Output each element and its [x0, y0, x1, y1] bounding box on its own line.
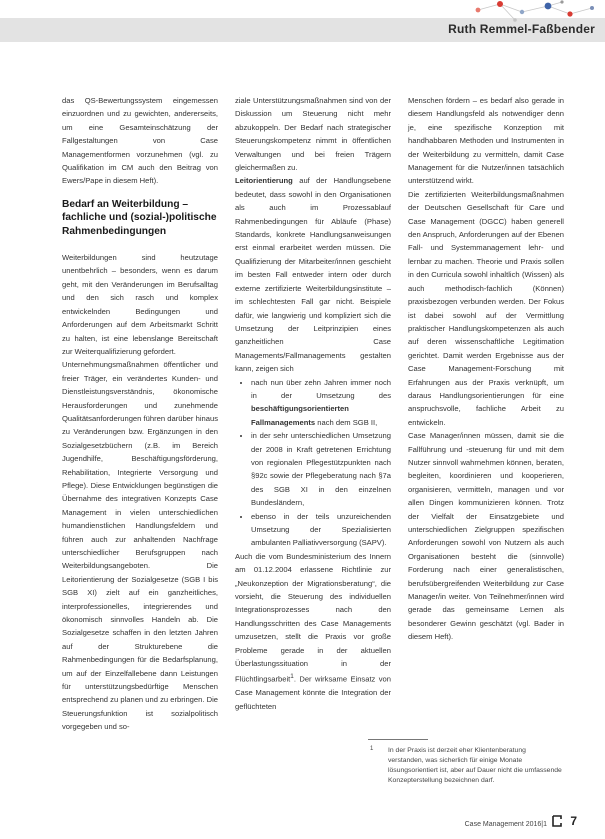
- footnote-reference[interactable]: 1: [290, 673, 294, 681]
- paragraph: Menschen fördern – es bedarf also gerade in diesem Handlungsfeld als notwendiger denn je, eine spezifische Konzeption mit handhabbaren Methoden und Instrumenten in der Weiterbildung zu vermitteln, damit Case Management für die Nutzer/innen tatsächlich unterstützend wirkt.: [408, 96, 564, 186]
- paragraph: das QS-Bewertungssystem eingemessen einzuordnen und zu gewichten, andererseits, um eine Gesamteinschätzung der Fallgestaltungen von Case Managementformen vorzunehmen (vgl. zu Qualifikation im CM auch den Beitrag von Ewers/Pape in diesem Heft).: [62, 96, 218, 186]
- paragraph-text: auf der Handlungsebene bedeutet, dass sowohl in den Organisationen als auch im Prozessablauf Rahmenbedingungen für Abläufe (Phase) Standards, konkrete Handlungsanweisungen erst einmal erarbeitet werden müssen. Die Qualifizierung der Mitarbeiter/innen geschieht im besten Fall entweder intern oder durch externe zertifizierte Weiterbildungsinstitute – im schlechtesten Fall gar nicht. Beispiele dafür, wie langwierig und kompliziert sich die Umsetzung der Leitprinzipien eines ganzheitlichen Case Managements/Fallmanagements gestalten kann, zeigen sich: [235, 176, 391, 374]
- paragraph: Die zertifizierten Weiterbildungsmaßnahmen der Deutschen Gesellschaft für Care und Case Management (DGCC) haben generell den Anspruch, Anforderungen auf der Ebenen Fall- und Systemmanagement lehr- und lernbar zu machen. Theorie und Praxis sollen in den Curricula sowohl inhaltlich (Wissen) als auch methodisch-fachlich (Können) praxisbezogen verbunden werden. Der Fokus ist dabei sowohl auf der Vermittlung praktischer Handlungskompetenzen als auch auf deren wissenschaftliche Legitimation gerichtet. Damit werden Ergebnisse aus der Case Management-Forschung mit Erfahrungen aus der Praxis verknüpft, um daraus Handlungsorientierungen für eine anspruchsvolle, fachliche Arbeit zu entwickeln.: [408, 189, 564, 427]
- text-column-1: [62, 94, 218, 734]
- paragraph: Weiterbildungen sind heutzutage unentbehrlich – besonders, wenn es darum geht, mit den Veränderungen im Berufsalltag und den sich rasch und komplex entwickelnden Bedingungen und Anforderungen auf dem Arbeitsmarkt Schritt zu halten, ist eine lebenslange Bereitschaft zur Weiterqualifizierung gefordert.: [62, 253, 218, 356]
- list-item: • in der sehr unterschiedlichen Umsetzung der 2008 in Kraft getretenen Errichtung von regionalen Pflegestützpunkten nach §92c sowie der Pflegeberatung nach §7a des SGB XI in den einzelnen Bundesländern,: [251, 429, 391, 509]
- bracket-logo-icon: [551, 815, 563, 827]
- paragraph-text: . Der wirksame Einsatz von Case Management könnte die Integration der geflüchteten: [235, 675, 391, 711]
- footnote: [372, 746, 562, 786]
- author-name: Ruth Remmel-Faßbender: [448, 22, 595, 36]
- footnote-number: 1: [370, 746, 374, 752]
- paragraph: [235, 174, 391, 375]
- list-item: [251, 376, 391, 430]
- text-column-2: [235, 94, 391, 713]
- list-item-text: nach dem SGB II,: [315, 417, 378, 427]
- paragraph: Unternehmungsmaßnahmen öffentlicher und freier Träger, ein verändertes Kunden- und Dienstleistungsverständnis, ökonomische Herausforderungen und zunehmende Qualitätsanforderungen führen darüber hinaus zu Veränderungen bzw. Ergänzungen in den Sozialgesetzbüchern (z.B. im Bereich Jugendhilfe, Beschäftigungsförderung, Rehabilitation, Integrierte Versorgung und Pflege). Diese Entwicklungen begünstigen die Übernahme des integrativen Konzepts Case Management in vielen unterschiedlichen humandienstlichen Handlungsfeldern und führen auch zur anhaltenden Nachfrage unterschiedlicher Berufsgruppen nach Weiterbildungsangeboten. Die Leitorientierung der Sozialgesetze (SGB I bis SGB XI) zielt auf ein ganzheitliches, interprofessionelles, integrierendes und ökonomisch sinnvolles Handeln ab. Die Sozialgesetze schaffen in den letzten Jahren auf der Strukturebene die Rahmenbedingungen für die Bedarfsplanung, um auf der Einzelfallebene dann Leistungen für unterstützungsbedürftige Menschen entsprechend zu planen und zu erbringen. Die Steuerungsfunktion ist sozialpolitisch vorgegeben und so-: [62, 360, 218, 732]
- footnote-text: In der Praxis ist derzeit eher Klientenberatung verstanden, was sicherlich für einige Monate lösungsorientiert ist, aber auf Dauer nicht die umfassende Konzepterstellung bezeichnen darf.: [388, 747, 562, 784]
- section-heading: Bedarf an Weiterbildung – fachliche und (sozial-)politische Rahmenbedingungen: [62, 198, 217, 237]
- molecule-graphic: [470, 0, 605, 24]
- bold-term: beschäftigungsorientierten Fallmanagements: [251, 404, 349, 427]
- page-header: [0, 0, 605, 42]
- publication-label: Case Management 2016|1: [464, 821, 547, 828]
- list-item-text: nach nun über zehn Jahren immer noch in der Umsetzung des: [251, 377, 391, 400]
- bullet-list: [235, 376, 391, 550]
- paragraph: Case Manager/innen müssen, damit sie die Fallführung und -steuerung für und mit dem Nutzer sinnvoll wahrnehmen können, beraten, begleiten, koordinieren und kooperieren, organisieren, vermitteln, managen und vor allen Dingen kommunizieren können. Trotz der Vielfalt der Einsatzgebiete und unterschiedlichen Zielgruppen spezifischen Anforderungen sowohl von Nutzern als auch Organisationen besteht die (sinnvolle) Forderung nach einer generalistischen, berufsübergreifenden Weiterbildung zur Case Manager/in weiter. Von Teilnehmer/innen wird gerade das gemeinsame Lernen als besonderer Gewinn geschätzt (vgl. Bader in diesem Heft).: [408, 431, 564, 642]
- list-item: • ebenso in der teils unzureichenden Umsetzung der Spezialisierten ambulanten Palliativversorgung (SAPV).: [251, 510, 391, 550]
- text-column-3: [408, 94, 564, 644]
- page-number: 7: [570, 814, 577, 828]
- paragraph-text: Auch die vom Bundesministerium des Innern am 01.12.2004 erlassene Richtlinie zur „Neukonzeption der Migrationsberatung“, die vorsieht, die Steuerung des individuellen Integrationsprozesses nach den Handlungsschritten des Case Managements umzusetzen, stellt die Praxis vor große Probleme gerade in der aktuellen Überlastungssituation in der Flüchtlingsarbeit: [235, 551, 391, 684]
- paragraph: ziale Unterstützungsmaßnahmen sind von der Diskussion um Steuerung nicht mehr abzukoppeln. Der Bedarf nach strategischer Steuerungskompetenz nimmt in öffentlichen Verwaltungen und bei freien Trägern gleichermaßen zu.: [235, 96, 391, 173]
- bold-term: Leitorientierung: [235, 176, 293, 186]
- footnote-divider: [368, 739, 428, 740]
- paragraph: [235, 550, 391, 713]
- page-footer: [0, 799, 605, 839]
